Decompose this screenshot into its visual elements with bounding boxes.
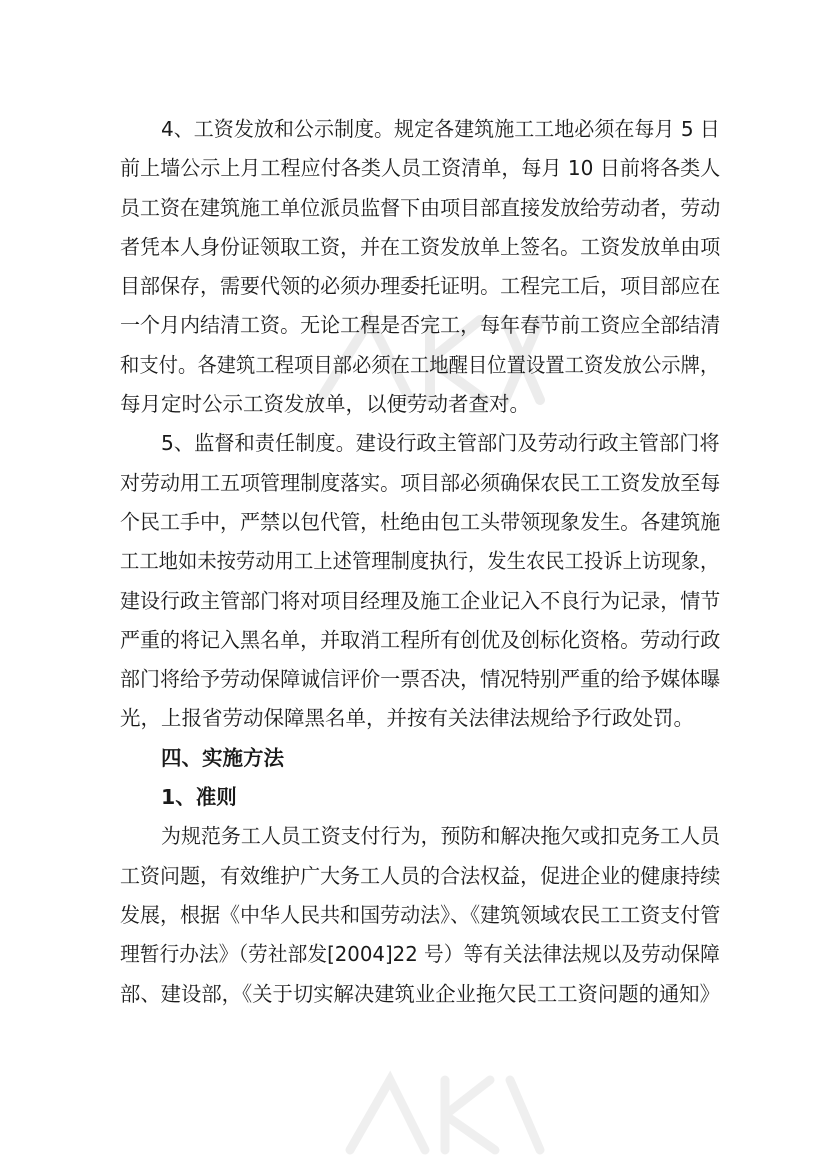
text-line: 发展，根据《中华人民共和国劳动法》、《建筑领域农民工工资支付管 xyxy=(120,902,721,927)
text-line: 者凭本人身份证领取工资，并在工资发放单上签名。工资发放单由项 xyxy=(120,234,721,259)
watermark-stamp-icon xyxy=(330,1060,550,1170)
text-line: 理暂行办法》（劳社部发[2004]22 号）等有关法律法规以及劳动保障 xyxy=(120,942,720,967)
text-line: 个民工手中，严禁以包代管，杜绝由包工头带领现象发生。各建筑施 xyxy=(120,509,721,534)
subsection-heading: 1、准则 xyxy=(161,785,237,810)
text-line: 对劳动用工五项管理制度落实。项目部必须确保农民工工资发放至每 xyxy=(120,470,721,495)
text-line: 为规范务工人员工资支付行为，预防和解决拖欠或扣克务工人员 xyxy=(161,824,721,849)
text-line: 目部保存，需要代领的必须办理委托证明。工程完工后，项目部应在 xyxy=(120,274,721,299)
text-line: 每月定时公示工资发放单，以便劳动者查对。 xyxy=(120,392,530,417)
text-line: 建设行政主管部门将对项目经理及施工企业记入不良行为记录，情节 xyxy=(120,588,721,613)
text-line: 部、建设部，《关于切实解决建筑业企业拖欠民工工资问题的通知》 xyxy=(120,981,720,1006)
text-line: 部门将给予劳动保障诚信评价一票否决，情况特别严重的给予媒体曝 xyxy=(120,667,721,692)
text-line: 严重的将记入黑名单，并取消工程所有创优及创标化资格。劳动行政 xyxy=(120,627,721,652)
text-line: 员工资在建筑施工单位派员监督下由项目部直接发放给劳动者，劳动 xyxy=(120,195,721,220)
text-line: 5、监督和责任制度。建设行政主管部门及劳动行政主管部门将 xyxy=(161,431,720,456)
paragraph-principles xyxy=(120,817,720,1013)
section-heading: 四、实施方法 xyxy=(161,745,284,770)
text-line: 和支付。各建筑工程项目部必须在工地醒目位置设置工资发放公示牌， xyxy=(120,352,720,377)
paragraph-wage-payment xyxy=(120,110,720,424)
text-line: 光，上报省劳动保障黑名单，并按有关法律法规给予行政处罚。 xyxy=(120,706,694,731)
text-line: 4、工资发放和公示制度。规定各建筑施工工地必须在每月 5 日 xyxy=(161,117,720,141)
paragraph-supervision xyxy=(120,424,720,738)
text-line: 工资问题，有效维护广大务工人员的合法权益，促进企业的健康持续 xyxy=(120,863,721,888)
text-line: 一个月内结清工资。无论工程是否完工，每年春节前工资应全部结清 xyxy=(120,313,721,338)
text-line: 工工地如未按劳动用工上述管理制度执行，发生农民工投诉上访现象， xyxy=(120,549,720,574)
document-body xyxy=(120,110,720,1014)
text-line: 前上墙公示上月工程应付各类人员工资清单，每月 10 日前将各类人 xyxy=(120,156,721,181)
